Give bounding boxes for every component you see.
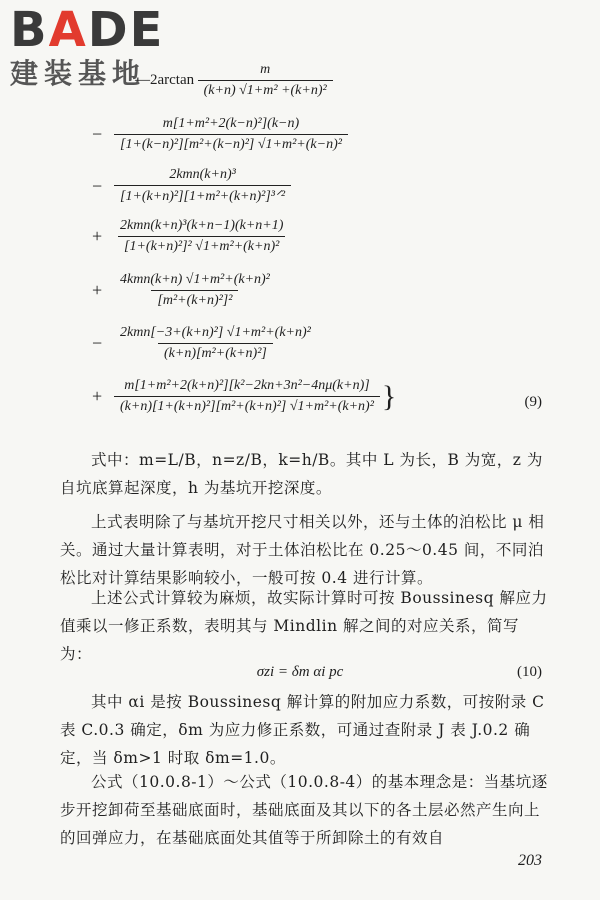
fraction xyxy=(114,218,289,255)
paragraph-2 xyxy=(60,584,548,668)
operator: + xyxy=(92,280,103,300)
equation-10-text: σzi = δm αi pc xyxy=(256,664,344,680)
fraction xyxy=(198,62,333,99)
fraction xyxy=(114,378,380,415)
numerator: 2kmn(k+n)³ xyxy=(169,167,236,182)
paragraph-4 xyxy=(60,768,548,852)
fraction xyxy=(114,272,276,309)
equation-9-term-6 xyxy=(92,378,396,415)
paragraph-2-text: 上述公式计算较为麻烦，故实际计算时可按 Boussinesq 解应力值乘以一修正系数，表明其与 Mindlin 解之间的对应关系，简写为： xyxy=(60,589,548,663)
operator: − xyxy=(92,124,103,144)
equation-9-lead: —2arctan xyxy=(135,72,195,88)
equation-9-term-1 xyxy=(92,116,348,153)
denominator: [m²+(k+n)²]² xyxy=(151,290,238,309)
operator: − xyxy=(92,175,103,196)
numerator: m[1+m²+2(k+n)²][k²−2kn+3n²−4nμ(k+n)] xyxy=(124,378,370,393)
logo-subtitle: 建装基地 xyxy=(10,57,147,90)
operator: + xyxy=(92,226,103,246)
page-number: 203 xyxy=(518,852,542,869)
operator: + xyxy=(92,386,103,406)
numerator: m[1+m²+2(k−n)²](k−n) xyxy=(162,116,300,131)
equation-10-number: (10) xyxy=(517,664,542,680)
denominator: [1+(k+n)²]² √1+m²+(k+n)² xyxy=(118,236,285,255)
logo-accent-letter: A xyxy=(48,2,88,58)
paragraph-3 xyxy=(60,688,548,772)
paragraph-4-text: 公式（10.0.8-1）～公式（10.0.8-4）的基本理念是：当基坑逐步开挖卸荷至基础底面时，基础底面及其以下的各土层必然产生向上的回弹应力，在基础底面处其值等于所卸除土的有效自 xyxy=(60,773,548,847)
equation-9-term-2 xyxy=(92,167,291,205)
numerator: 2kmn(k+n)³(k+n−1)(k+n+1) xyxy=(120,218,284,233)
denominator: (k+n)[1+(k+n)²][m²+(k+n)²] √1+m²+(k+n)² xyxy=(114,396,380,415)
fraction xyxy=(114,167,291,205)
denominator: (k+n) √1+m² +(k+n)² xyxy=(198,80,333,99)
paragraph-1-text: 上式表明除了与基坑开挖尺寸相关以外，还与土体的泊松比 μ 相关。通过大量计算表明，对于土体泊松比在 0.25～0.45 间，不同泊松比对计算结果影响较小，一般可按 0.4 进行计算。 xyxy=(60,513,545,587)
numerator: 2kmn[−3+(k+n)²] √1+m²+(k+n)² xyxy=(120,325,311,340)
equation-9-term-5 xyxy=(92,325,317,362)
definition-line-2: 自坑底算起深度，h 为基坑开挖深度。 xyxy=(60,479,332,497)
numerator: 4kmn(k+n) √1+m²+(k+n)² xyxy=(120,272,270,287)
paragraph-1 xyxy=(60,508,548,592)
fraction xyxy=(114,116,348,153)
denominator: (k+n)[m²+(k+n)²] xyxy=(158,343,273,362)
equation-9-number: (9) xyxy=(524,394,542,410)
paragraph-3-text: 其中 αi 是按 Boussinesq 解计算的附加应力系数，可按附录 C 表 C.0.3 确定，δm 为应力修正系数，可通过查附录 J 表 J.0.2 确定，当 δm>1 时取 δm=1.0。 xyxy=(60,693,545,767)
denominator: [1+(k−n)²][m²+(k−n)²] √1+m²+(k−n)² xyxy=(114,134,348,153)
definition-block xyxy=(60,446,548,502)
equation-9-term-0 xyxy=(135,62,333,99)
equation-9-term-4 xyxy=(92,272,276,309)
equation-9-term-3 xyxy=(92,218,289,255)
equation-10 xyxy=(0,664,600,681)
operator: − xyxy=(92,333,103,353)
fraction xyxy=(114,325,317,362)
denominator: [1+(k+n)²][1+m²+(k+n)²]³ᐟ² xyxy=(114,185,291,205)
definition-line-1: 式中：m=L/B，n=z/B，k=h/B。其中 L 为长，B 为宽，z 为 xyxy=(91,451,543,469)
closing-brace: } xyxy=(381,379,397,413)
logo-wordmark: BADE xyxy=(10,2,165,58)
numerator: m xyxy=(260,62,271,77)
